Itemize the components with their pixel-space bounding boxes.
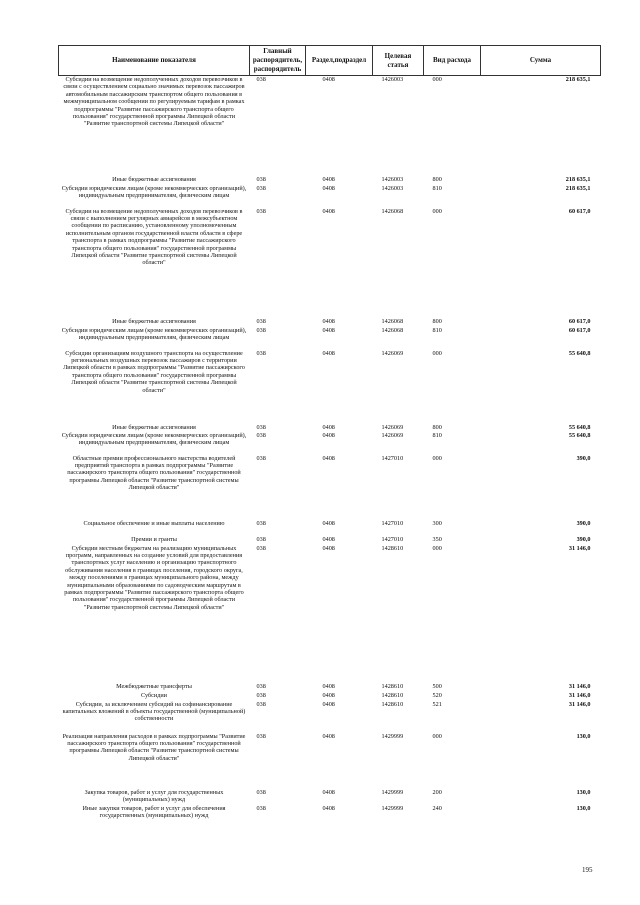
row-summa: 55 640,8 [568, 349, 591, 357]
row-vid: 521 [432, 700, 442, 708]
row-vid: 000 [432, 454, 442, 462]
row-summa: 60 617,0 [568, 207, 591, 215]
row-vid: 000 [432, 349, 442, 357]
table-row [59, 424, 601, 432]
table-row [59, 327, 601, 350]
table-row [59, 789, 601, 805]
row-name: Субсидии на возмещение недополученных доходов перевозчиков в связи с выполнением регулярных авиарейсов в межсубъектном сообщении по расписанию, установленному уполномоченным исполнительным органом государственной власти области в сфере транспорта в рамках подпрограммы "Развитие пассажирского транспорта общего пользования" государственной программы Липецкой области "Развитие транспортной системы Липецкой области" [65, 207, 243, 267]
row-vid: 810 [432, 184, 442, 192]
row-vid: 000 [432, 732, 442, 740]
row-glavny: 038 [256, 700, 266, 708]
row-statya: 1426068 [381, 207, 404, 215]
row-razdel: 0408 [322, 207, 335, 215]
row-statya: 1426069 [381, 423, 404, 431]
row-glavny: 038 [256, 535, 266, 543]
row-name: Межбюджетные трансферты [116, 682, 192, 690]
row-name: Субсидии юридическим лицам (кроме некоммерческих организаций), индивидуальным предпринимателям, физическим лицам [61, 326, 247, 341]
row-statya: 1429999 [381, 804, 404, 812]
header-statya: Целевая статья [373, 46, 424, 76]
row-razdel: 0408 [322, 175, 335, 183]
row-vid: 800 [432, 317, 442, 325]
row-glavny: 038 [256, 175, 266, 183]
table-row [59, 683, 601, 692]
header-razdel: Раздел,подраздел [306, 46, 373, 76]
row-razdel: 0408 [322, 349, 335, 357]
row-summa: 390,0 [576, 454, 591, 462]
table-row [59, 208, 601, 318]
budget-table [58, 45, 601, 829]
table-header [59, 46, 601, 76]
row-razdel: 0408 [322, 544, 335, 552]
header-vid: Вид расхода [424, 46, 481, 76]
row-name: Иные закупки товаров, работ и услуг для обеспечения государственных (муниципальных) нужд [82, 804, 226, 819]
row-vid: 810 [432, 431, 442, 439]
row-razdel: 0408 [322, 317, 335, 325]
row-summa: 55 640,8 [568, 431, 591, 439]
row-razdel: 0408 [322, 732, 335, 740]
table-row [59, 733, 601, 789]
row-summa: 31 146,0 [568, 682, 591, 690]
row-name: Субсидии юридическим лицам (кроме некоммерческих организаций), индивидуальным предпринимателям, физическим лицам [61, 431, 247, 446]
row-razdel: 0408 [322, 788, 335, 796]
row-glavny: 038 [256, 788, 266, 796]
row-statya: 1427010 [381, 519, 404, 527]
row-statya: 1427010 [381, 454, 404, 462]
row-glavny: 038 [256, 76, 266, 83]
row-glavny: 038 [256, 423, 266, 431]
row-glavny: 038 [256, 207, 266, 215]
row-statya: 1426068 [381, 326, 404, 334]
row-razdel: 0408 [322, 423, 335, 431]
row-summa: 55 640,8 [568, 423, 591, 431]
header-summa: Сумма [481, 46, 601, 76]
row-name: Субсидии местным бюджетам на реализацию муниципальных программ, направленных на создание условий для предоставления транспортных услуг населению и организацию транспортного обслуживания населения в границах поселения, городского округа, между поселениями в границах муниципального района, между муниципальными образованиями по садоводческим маршрутам в рамках подпрограммы "Развитие пассажирского транспорта общего пользования" государственной программы Липецкой области "Развитие транспортной системы Липецкой области" [64, 544, 244, 611]
row-razdel: 0408 [322, 454, 335, 462]
row-statya: 1428610 [381, 691, 404, 699]
header-name: Наименование показателя [59, 46, 250, 76]
row-razdel: 0408 [322, 691, 335, 699]
row-summa: 130,0 [576, 804, 591, 812]
row-summa: 390,0 [576, 535, 591, 543]
row-name: Иные бюджетные ассигнования [112, 175, 196, 183]
row-vid: 000 [432, 207, 442, 215]
row-statya: 1428610 [381, 544, 404, 552]
row-name: Иные бюджетные ассигнования [112, 423, 196, 431]
row-name: Субсидии организациям воздушного транспорта на осуществление региональных воздушных перевозок пассажиров с территории Липецкой области в рамках подпрограммы "Развитие пассажирского транспорта общего пользования" государственной программы Липецкой области "Развитие транспортной системы Липецкой области" [63, 349, 245, 394]
table-row [59, 545, 601, 683]
row-razdel: 0408 [322, 184, 335, 192]
table-row [59, 692, 601, 701]
row-name: Закупка товаров, работ и услуг для государственных (муниципальных) нужд [84, 788, 224, 803]
table-row [59, 318, 601, 327]
row-vid: 240 [432, 804, 442, 812]
row-glavny: 038 [256, 519, 266, 527]
row-summa: 31 146,0 [568, 544, 591, 552]
row-name: Премии и гранты [131, 535, 177, 543]
row-statya: 1426069 [381, 431, 404, 439]
row-razdel: 0408 [322, 519, 335, 527]
row-razdel: 0408 [322, 700, 335, 708]
row-name: Субсидии [141, 691, 167, 699]
row-vid: 000 [432, 544, 442, 552]
table-row [59, 350, 601, 424]
row-summa: 60 617,0 [568, 326, 591, 334]
row-vid: 800 [432, 175, 442, 183]
row-glavny: 038 [256, 732, 266, 740]
header-glavny: Главный распорядитель, распорядитель [250, 46, 306, 76]
row-name: Субсидии, за исключением субсидий на софинансирование капитальных вложений в объекты государственной (муниципальной) собственности [62, 700, 246, 723]
row-glavny: 038 [256, 454, 266, 462]
table-body [59, 76, 601, 829]
page-number: 195 [582, 866, 593, 874]
row-vid: 800 [432, 423, 442, 431]
row-vid: 520 [432, 691, 442, 699]
row-statya: 1426069 [381, 349, 404, 357]
table-row [59, 701, 601, 733]
row-glavny: 038 [256, 326, 266, 334]
table-row [59, 185, 601, 208]
row-statya: 1428610 [381, 700, 404, 708]
row-glavny: 038 [256, 682, 266, 690]
row-razdel: 0408 [322, 682, 335, 690]
row-summa: 218 635,1 [565, 175, 591, 183]
row-name: Областные премии профессионального мастерства водителей предприятий транспорта в рамках подпрограммы "Развитие пассажирского транспорта общего пользования" государственной программы Липецкой области "Развитие транспортной системы Липецкой области" [67, 454, 241, 492]
row-name: Социальное обеспечение и иные выплаты населению [83, 519, 225, 527]
row-statya: 1426068 [381, 317, 404, 325]
row-statya: 1427010 [381, 535, 404, 543]
row-vid: 000 [432, 76, 442, 83]
table-row [59, 76, 601, 176]
row-vid: 200 [432, 788, 442, 796]
table-row [59, 520, 601, 536]
row-glavny: 038 [256, 184, 266, 192]
row-name: Реализация направления расходов в рамках подпрограммы "Развитие пассажирского транспорта общего пользования" государственной программы Липецкой области "Развитие транспортной системы Липецкой области" [62, 732, 246, 762]
row-name: Субсидии на возмещение недополученных доходов перевозчиков в связи с осуществлением социально значимых перевозок пассажиров автомобильным пассажирским транспортом общего пользования в межмуниципальном сообщении по регулируемым тарифам в рамках подпрограммы "Развитие пассажирского транспорта общего пользования" государственной программы Липецкой области "Развитие транспортной системы Липецкой области" [63, 76, 245, 128]
row-summa: 218 635,1 [565, 184, 591, 192]
row-summa: 31 146,0 [568, 691, 591, 699]
row-razdel: 0408 [322, 535, 335, 543]
row-vid: 810 [432, 326, 442, 334]
row-glavny: 038 [256, 691, 266, 699]
table-row [59, 805, 601, 829]
row-razdel: 0408 [322, 326, 335, 334]
row-razdel: 0408 [322, 431, 335, 439]
row-statya: 1426003 [381, 175, 404, 183]
row-razdel: 0408 [322, 76, 335, 83]
row-summa: 60 617,0 [568, 317, 591, 325]
row-glavny: 038 [256, 804, 266, 812]
row-name: Субсидии юридическим лицам (кроме некоммерческих организаций), индивидуальным предпринимателям, физическим лицам [61, 184, 247, 199]
row-statya: 1428610 [381, 682, 404, 690]
table-row [59, 455, 601, 520]
row-vid: 350 [432, 535, 442, 543]
row-summa: 31 146,0 [568, 700, 591, 708]
row-razdel: 0408 [322, 804, 335, 812]
row-vid: 500 [432, 682, 442, 690]
row-summa: 390,0 [576, 519, 591, 527]
row-statya: 1429999 [381, 732, 404, 740]
row-glavny: 038 [256, 431, 266, 439]
row-glavny: 038 [256, 317, 266, 325]
row-glavny: 038 [256, 349, 266, 357]
row-statya: 1426003 [381, 184, 404, 192]
row-name: Иные бюджетные ассигнования [112, 317, 196, 325]
row-statya: 1429999 [381, 788, 404, 796]
row-summa: 218 635,1 [565, 76, 591, 83]
table-row [59, 176, 601, 185]
table-row [59, 536, 601, 545]
table-row [59, 432, 601, 455]
row-glavny: 038 [256, 544, 266, 552]
row-vid: 300 [432, 519, 442, 527]
row-statya: 1426003 [381, 76, 404, 83]
row-summa: 130,0 [576, 732, 591, 740]
row-summa: 130,0 [576, 788, 591, 796]
